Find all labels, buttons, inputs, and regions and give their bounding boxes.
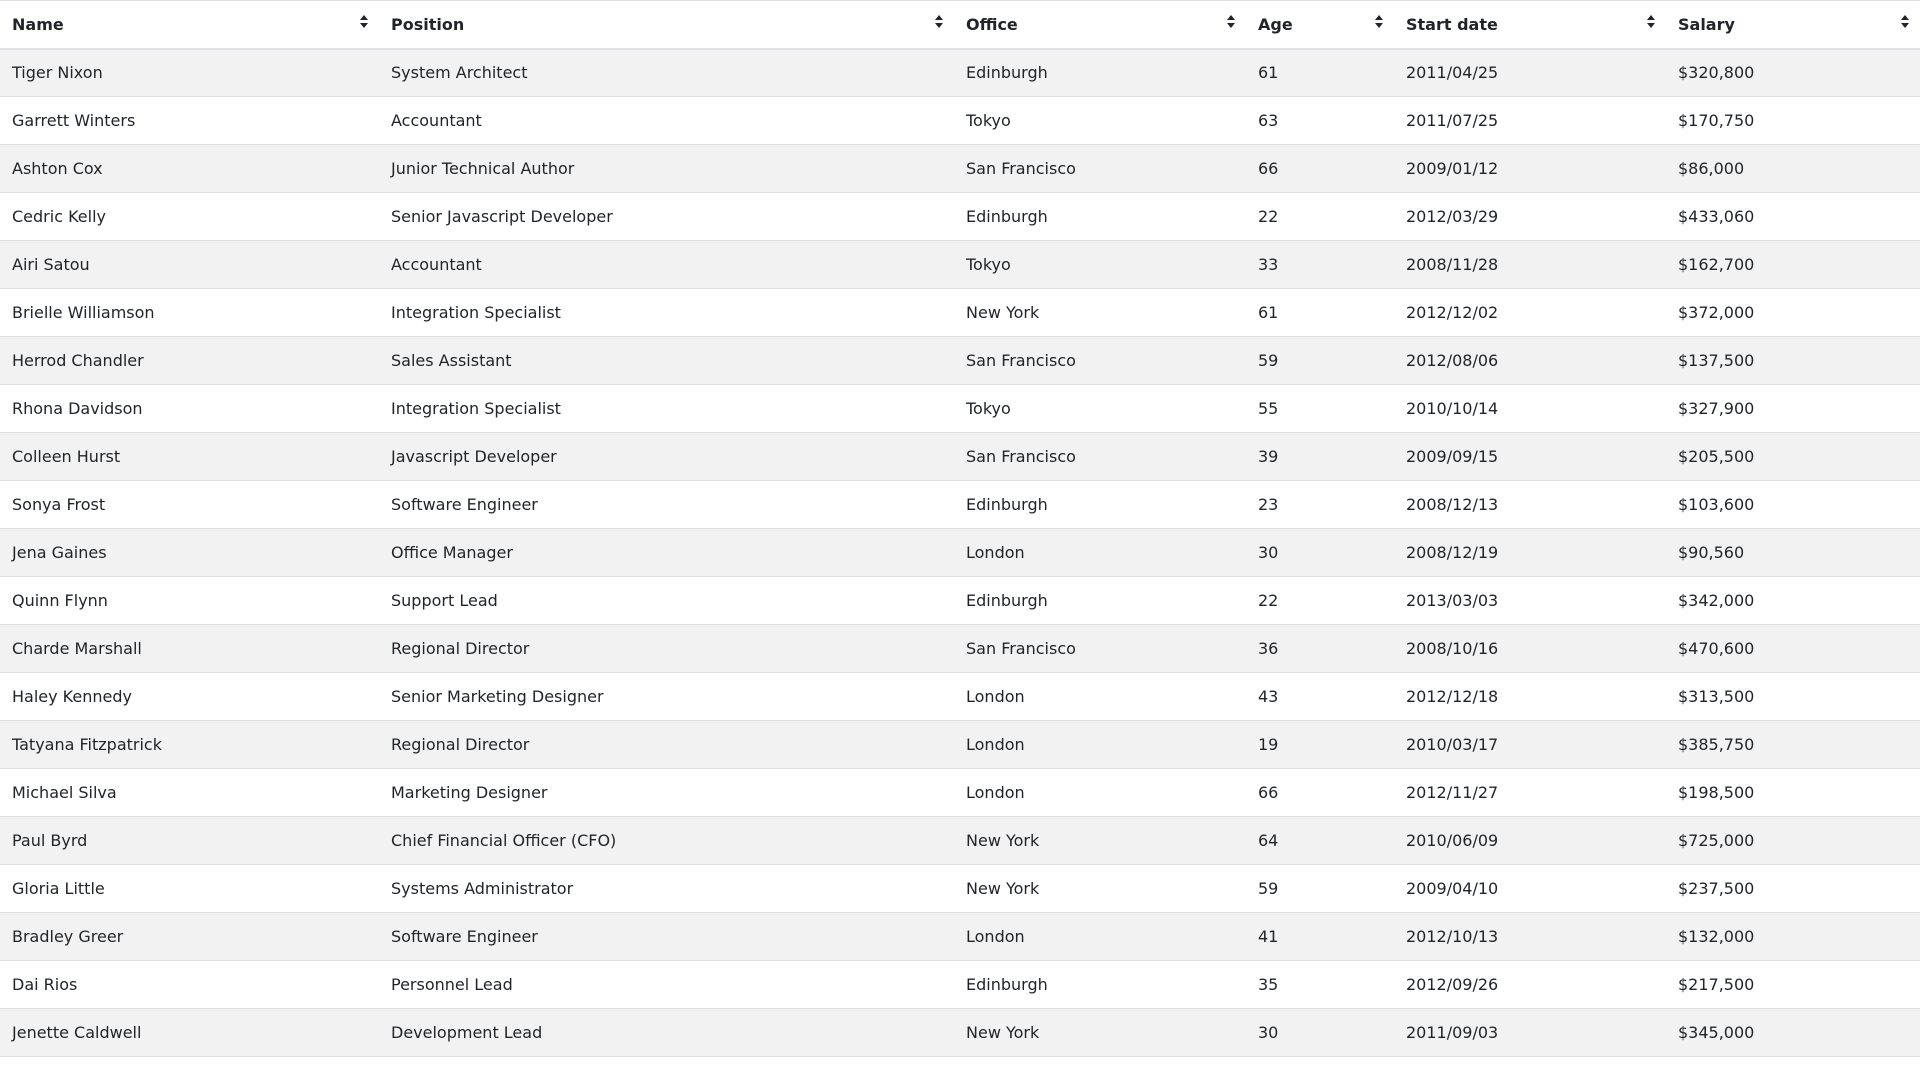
cell-salary: $103,600 — [1678, 495, 1755, 514]
cell-salary: $433,060 — [1678, 207, 1755, 226]
cell-start-date: 2010/03/17 — [1406, 735, 1499, 754]
cell-start-date: 2011/07/25 — [1406, 111, 1499, 130]
column-header-position[interactable] — [379, 1, 954, 49]
cell-start-date: 2012/10/13 — [1406, 927, 1499, 946]
cell-salary: $345,000 — [1678, 1023, 1755, 1042]
cell-name: Garrett Winters — [12, 111, 136, 130]
sort-both-icon[interactable] — [1900, 14, 1910, 30]
cell-start-date: 2010/06/09 — [1406, 831, 1499, 850]
table-row — [0, 241, 1920, 289]
cell-office: Edinburgh — [966, 591, 1048, 610]
cell-position: Sales Assistant — [391, 351, 512, 370]
cell-salary: $237,500 — [1678, 879, 1755, 898]
cell-name: Ashton Cox — [12, 159, 103, 178]
cell-office: New York — [966, 303, 1040, 322]
cell-position: Junior Technical Author — [391, 159, 575, 178]
cell-age: 61 — [1258, 303, 1279, 322]
column-header-label: Name — [12, 14, 64, 34]
cell-salary: $327,900 — [1678, 399, 1755, 418]
cell-position: Chief Financial Officer (CFO) — [391, 831, 617, 850]
cell-name: Charde Marshall — [12, 639, 142, 658]
cell-age: 30 — [1258, 1023, 1279, 1042]
cell-salary: $372,000 — [1678, 303, 1755, 322]
cell-position: Personnel Lead — [391, 975, 513, 994]
cell-start-date: 2012/12/18 — [1406, 687, 1499, 706]
cell-age: 41 — [1258, 927, 1279, 946]
cell-position: Integration Specialist — [391, 303, 561, 322]
cell-age: 63 — [1258, 111, 1279, 130]
cell-start-date: 2012/08/06 — [1406, 351, 1499, 370]
cell-salary: $90,560 — [1678, 543, 1745, 562]
cell-salary: $86,000 — [1678, 159, 1745, 178]
table-row — [0, 1009, 1920, 1057]
cell-office: San Francisco — [966, 447, 1076, 466]
cell-name: Michael Silva — [12, 783, 117, 802]
table-row — [0, 529, 1920, 577]
cell-salary: $313,500 — [1678, 687, 1755, 706]
column-header-label: Age — [1258, 14, 1293, 34]
cell-position: Systems Administrator — [391, 879, 574, 898]
cell-start-date: 2010/10/14 — [1406, 399, 1499, 418]
column-header-label: Office — [966, 14, 1018, 34]
cell-salary: $198,500 — [1678, 783, 1755, 802]
cell-start-date: 2012/09/26 — [1406, 975, 1499, 994]
cell-salary: $137,500 — [1678, 351, 1755, 370]
cell-age: 23 — [1258, 495, 1279, 514]
table-row — [0, 577, 1920, 625]
cell-age: 59 — [1258, 879, 1279, 898]
cell-salary: $170,750 — [1678, 111, 1755, 130]
cell-name: Jena Gaines — [12, 543, 107, 562]
cell-start-date: 2013/03/03 — [1406, 591, 1499, 610]
cell-salary: $725,000 — [1678, 831, 1755, 850]
sort-both-icon[interactable] — [934, 14, 944, 30]
cell-position: Development Lead — [391, 1023, 543, 1042]
table-header-row — [0, 1, 1920, 49]
cell-name: Bradley Greer — [12, 927, 124, 946]
cell-position: Office Manager — [391, 543, 513, 562]
table-row — [0, 97, 1920, 145]
cell-age: 35 — [1258, 975, 1279, 994]
cell-age: 66 — [1258, 159, 1279, 178]
cell-start-date: 2008/11/28 — [1406, 255, 1499, 274]
table-header — [0, 1, 1920, 49]
table-row — [0, 913, 1920, 961]
cell-position: System Architect — [391, 63, 528, 83]
cell-age: 59 — [1258, 351, 1279, 370]
cell-position: Software Engineer — [391, 495, 538, 514]
cell-office: Edinburgh — [966, 207, 1048, 226]
cell-office: London — [966, 687, 1025, 706]
cell-name: Brielle Williamson — [12, 303, 155, 322]
cell-position: Marketing Designer — [391, 783, 548, 802]
cell-salary: $470,600 — [1678, 639, 1755, 658]
cell-start-date: 2011/04/25 — [1406, 63, 1499, 83]
cell-start-date: 2012/12/02 — [1406, 303, 1499, 322]
cell-position: Software Engineer — [391, 927, 538, 946]
cell-start-date: 2008/12/19 — [1406, 543, 1499, 562]
cell-age: 39 — [1258, 447, 1279, 466]
cell-office: London — [966, 783, 1025, 802]
column-header-start-date[interactable] — [1394, 1, 1666, 49]
cell-salary: $205,500 — [1678, 447, 1755, 466]
cell-age: 30 — [1258, 543, 1279, 562]
cell-position: Accountant — [391, 255, 482, 274]
cell-age: 22 — [1258, 591, 1279, 610]
cell-start-date: 2009/01/12 — [1406, 159, 1499, 178]
cell-start-date: 2012/03/29 — [1406, 207, 1499, 226]
table-row — [0, 817, 1920, 865]
cell-position: Accountant — [391, 111, 482, 130]
cell-office: Edinburgh — [966, 495, 1048, 514]
cell-position: Integration Specialist — [391, 399, 561, 418]
table-row — [0, 721, 1920, 769]
cell-name: Airi Satou — [12, 255, 90, 274]
cell-salary: $320,800 — [1678, 63, 1755, 83]
table-row — [0, 865, 1920, 913]
cell-name: Jenette Caldwell — [12, 1023, 142, 1042]
cell-office: London — [966, 927, 1025, 946]
cell-age: 22 — [1258, 207, 1279, 226]
cell-age: 66 — [1258, 783, 1279, 802]
cell-office: New York — [966, 879, 1040, 898]
table-body — [0, 49, 1920, 1057]
cell-office: San Francisco — [966, 639, 1076, 658]
sort-both-icon[interactable] — [359, 14, 369, 30]
cell-start-date: 2008/10/16 — [1406, 639, 1499, 658]
table-row — [0, 625, 1920, 673]
table-row — [0, 49, 1920, 97]
cell-start-date: 2011/09/03 — [1406, 1023, 1499, 1042]
cell-office: New York — [966, 1023, 1040, 1042]
table-row — [0, 769, 1920, 817]
cell-salary: $385,750 — [1678, 735, 1755, 754]
cell-age: 61 — [1258, 63, 1279, 83]
column-header-salary[interactable] — [1666, 1, 1920, 49]
sort-both-icon[interactable] — [1646, 14, 1656, 30]
cell-office: Tokyo — [966, 111, 1011, 130]
cell-office: Tokyo — [966, 255, 1011, 274]
cell-office: Edinburgh — [966, 975, 1048, 994]
cell-name: Gloria Little — [12, 879, 105, 898]
sort-both-icon[interactable] — [1374, 14, 1384, 30]
table-row — [0, 193, 1920, 241]
cell-name: Rhona Davidson — [12, 399, 143, 418]
cell-age: 64 — [1258, 831, 1279, 850]
table-row — [0, 433, 1920, 481]
cell-name: Sonya Frost — [12, 495, 106, 514]
column-header-name[interactable] — [0, 1, 379, 49]
cell-office: San Francisco — [966, 159, 1076, 178]
cell-name: Colleen Hurst — [12, 447, 121, 466]
cell-age: 19 — [1258, 735, 1279, 754]
table-row — [0, 961, 1920, 1009]
cell-office: New York — [966, 831, 1040, 850]
column-header-label: Salary — [1678, 14, 1735, 34]
cell-salary: $132,000 — [1678, 927, 1755, 946]
cell-start-date: 2012/11/27 — [1406, 783, 1499, 802]
cell-position: Senior Marketing Designer — [391, 687, 604, 706]
cell-start-date: 2008/12/13 — [1406, 495, 1499, 514]
cell-office: Tokyo — [966, 399, 1011, 418]
cell-salary: $342,000 — [1678, 591, 1755, 610]
cell-name: Herrod Chandler — [12, 351, 144, 370]
cell-age: 36 — [1258, 639, 1279, 658]
cell-salary: $217,500 — [1678, 975, 1755, 994]
cell-age: 43 — [1258, 687, 1279, 706]
column-header-label: Start date — [1406, 14, 1498, 34]
cell-start-date: 2009/09/15 — [1406, 447, 1499, 466]
cell-office: San Francisco — [966, 351, 1076, 370]
cell-office: London — [966, 735, 1025, 754]
table-row — [0, 385, 1920, 433]
table-row — [0, 289, 1920, 337]
cell-name: Paul Byrd — [12, 831, 88, 850]
cell-name: Tiger Nixon — [12, 63, 103, 83]
cell-name: Haley Kennedy — [12, 687, 132, 706]
cell-position: Javascript Developer — [391, 447, 557, 466]
cell-office: Edinburgh — [966, 63, 1048, 83]
cell-start-date: 2009/04/10 — [1406, 879, 1499, 898]
cell-name: Quinn Flynn — [12, 591, 108, 610]
cell-name: Tatyana Fitzpatrick — [12, 735, 162, 754]
cell-position: Senior Javascript Developer — [391, 207, 613, 226]
table-row — [0, 673, 1920, 721]
table-row — [0, 337, 1920, 385]
cell-age: 33 — [1258, 255, 1279, 274]
column-header-office[interactable] — [954, 1, 1246, 49]
cell-name: Dai Rios — [12, 975, 78, 994]
cell-position: Regional Director — [391, 639, 530, 658]
table-row — [0, 145, 1920, 193]
column-header-age[interactable] — [1246, 1, 1394, 49]
sort-both-icon[interactable] — [1226, 14, 1236, 30]
cell-position: Support Lead — [391, 591, 498, 610]
cell-age: 55 — [1258, 399, 1279, 418]
column-header-label: Position — [391, 14, 465, 34]
cell-office: London — [966, 543, 1025, 562]
cell-salary: $162,700 — [1678, 255, 1755, 274]
cell-position: Regional Director — [391, 735, 530, 754]
table-row — [0, 481, 1920, 529]
cell-name: Cedric Kelly — [12, 207, 106, 226]
